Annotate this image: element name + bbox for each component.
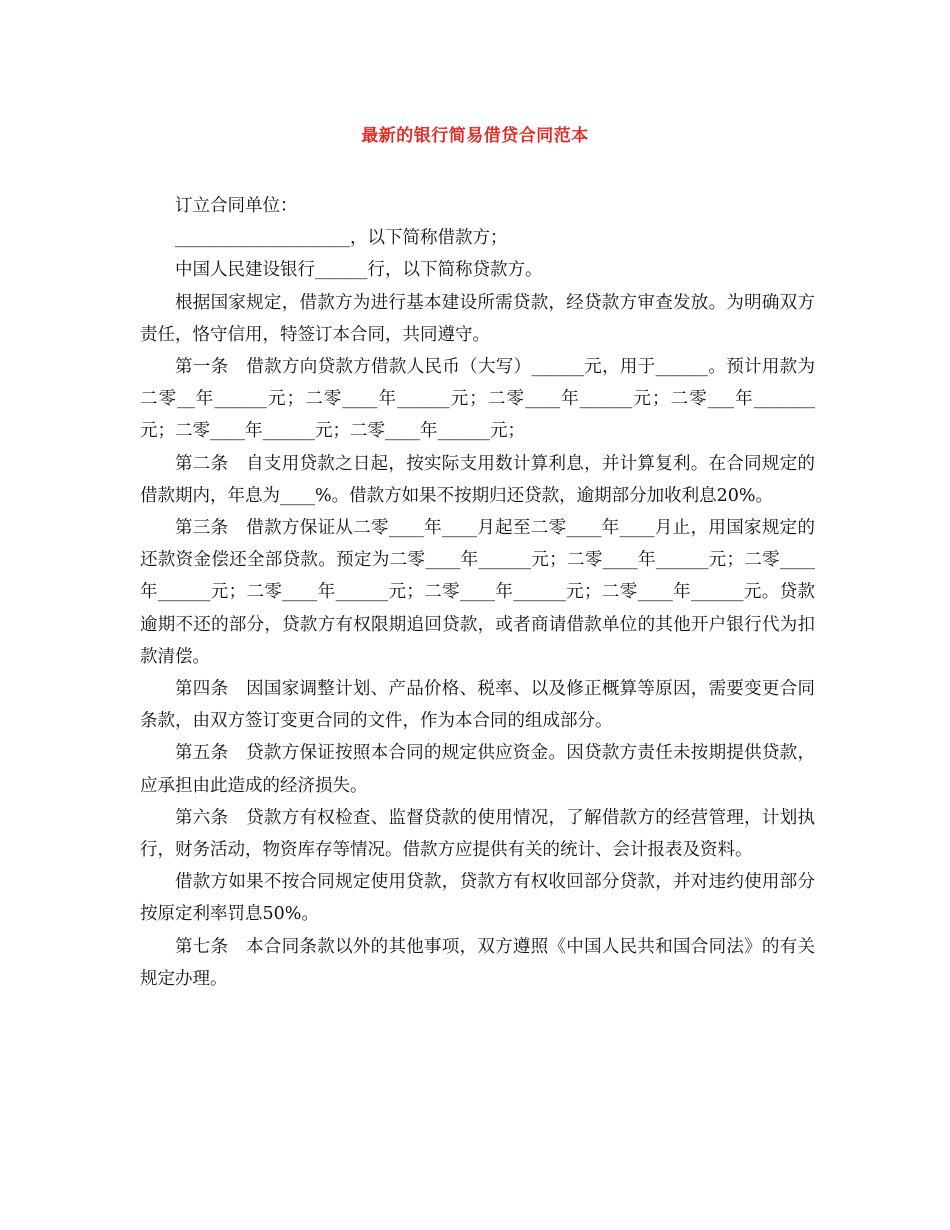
document-body (140, 190, 815, 995)
paragraph-preamble: 根据国家规定，借款方为进行基本建设所需贷款，经贷款方审查发放。为明确双方责任，恪守信用，特签订本合同，共同遵守。 (140, 292, 815, 345)
paragraph-article-5: 第五条 贷款方保证按照本合同的规定供应资金。因贷款方责任未按期提供贷款，应承担由此造成的经济损失。 (140, 743, 815, 796)
paragraph-parties-heading: 订立合同单位： (175, 196, 298, 216)
paragraph-borrower: ____________________，以下简称借款方； (175, 228, 508, 249)
paragraph-article-7: 第七条 本合同条款以外的其他事项，双方遵照《中国人民共和国合同法》的有关规定办理。 (140, 936, 815, 989)
paragraph-article-6-supplement: 借款方如果不按合同规定使用贷款，贷款方有权收回部分贷款，并对违约使用部分按原定利率罚息50%。 (140, 872, 815, 925)
document-title: 最新的银行简易借贷合同范本 (361, 126, 589, 146)
paragraph-article-4: 第四条 因国家调整计划、产品价格、税率、以及修正概算等原因，需要变更合同条款，由双方签订变更合同的文件，作为本合同的组成部分。 (140, 679, 815, 732)
paragraph-article-6: 第六条 贷款方有权检查、监督贷款的使用情况，了解借款方的经营管理，计划执行，财务活动，物资库存等情况。借款方应提供有关的统计、会计报表及资料。 (140, 807, 815, 861)
paragraph-article-1: 第一条 借款方向贷款方借款人民币（大写）______元，用于______。预计用款为二零__年______元；二零____年______元；二零____年______元；二零___年_______元；二零____年______元；二零____年______元； (140, 357, 815, 442)
paragraph-lender: 中国人民建设银行______行，以下简称贷款方。 (175, 260, 543, 281)
paragraph-article-3: 第三条 借款方保证从二零____年____月起至二零____年____月止，用国家规定的还款资金偿还全部贷款。预定为二零____年______元；二零____年______元；二零____年______元；二零____年______元；二零____年______元；二零____年______元。贷款逾期不还的部分，贷款方有权限期追回贷款，或者商请借款单位的其他开户银行代为扣款清偿。 (140, 518, 815, 667)
paragraph-article-2: 第二条 自支用贷款之日起，按实际支用数计算利息，并计算复利。在合同规定的借款期内，年息为____%。借款方如果不按期归还贷款，逾期部分加收利息20%。 (140, 453, 815, 506)
